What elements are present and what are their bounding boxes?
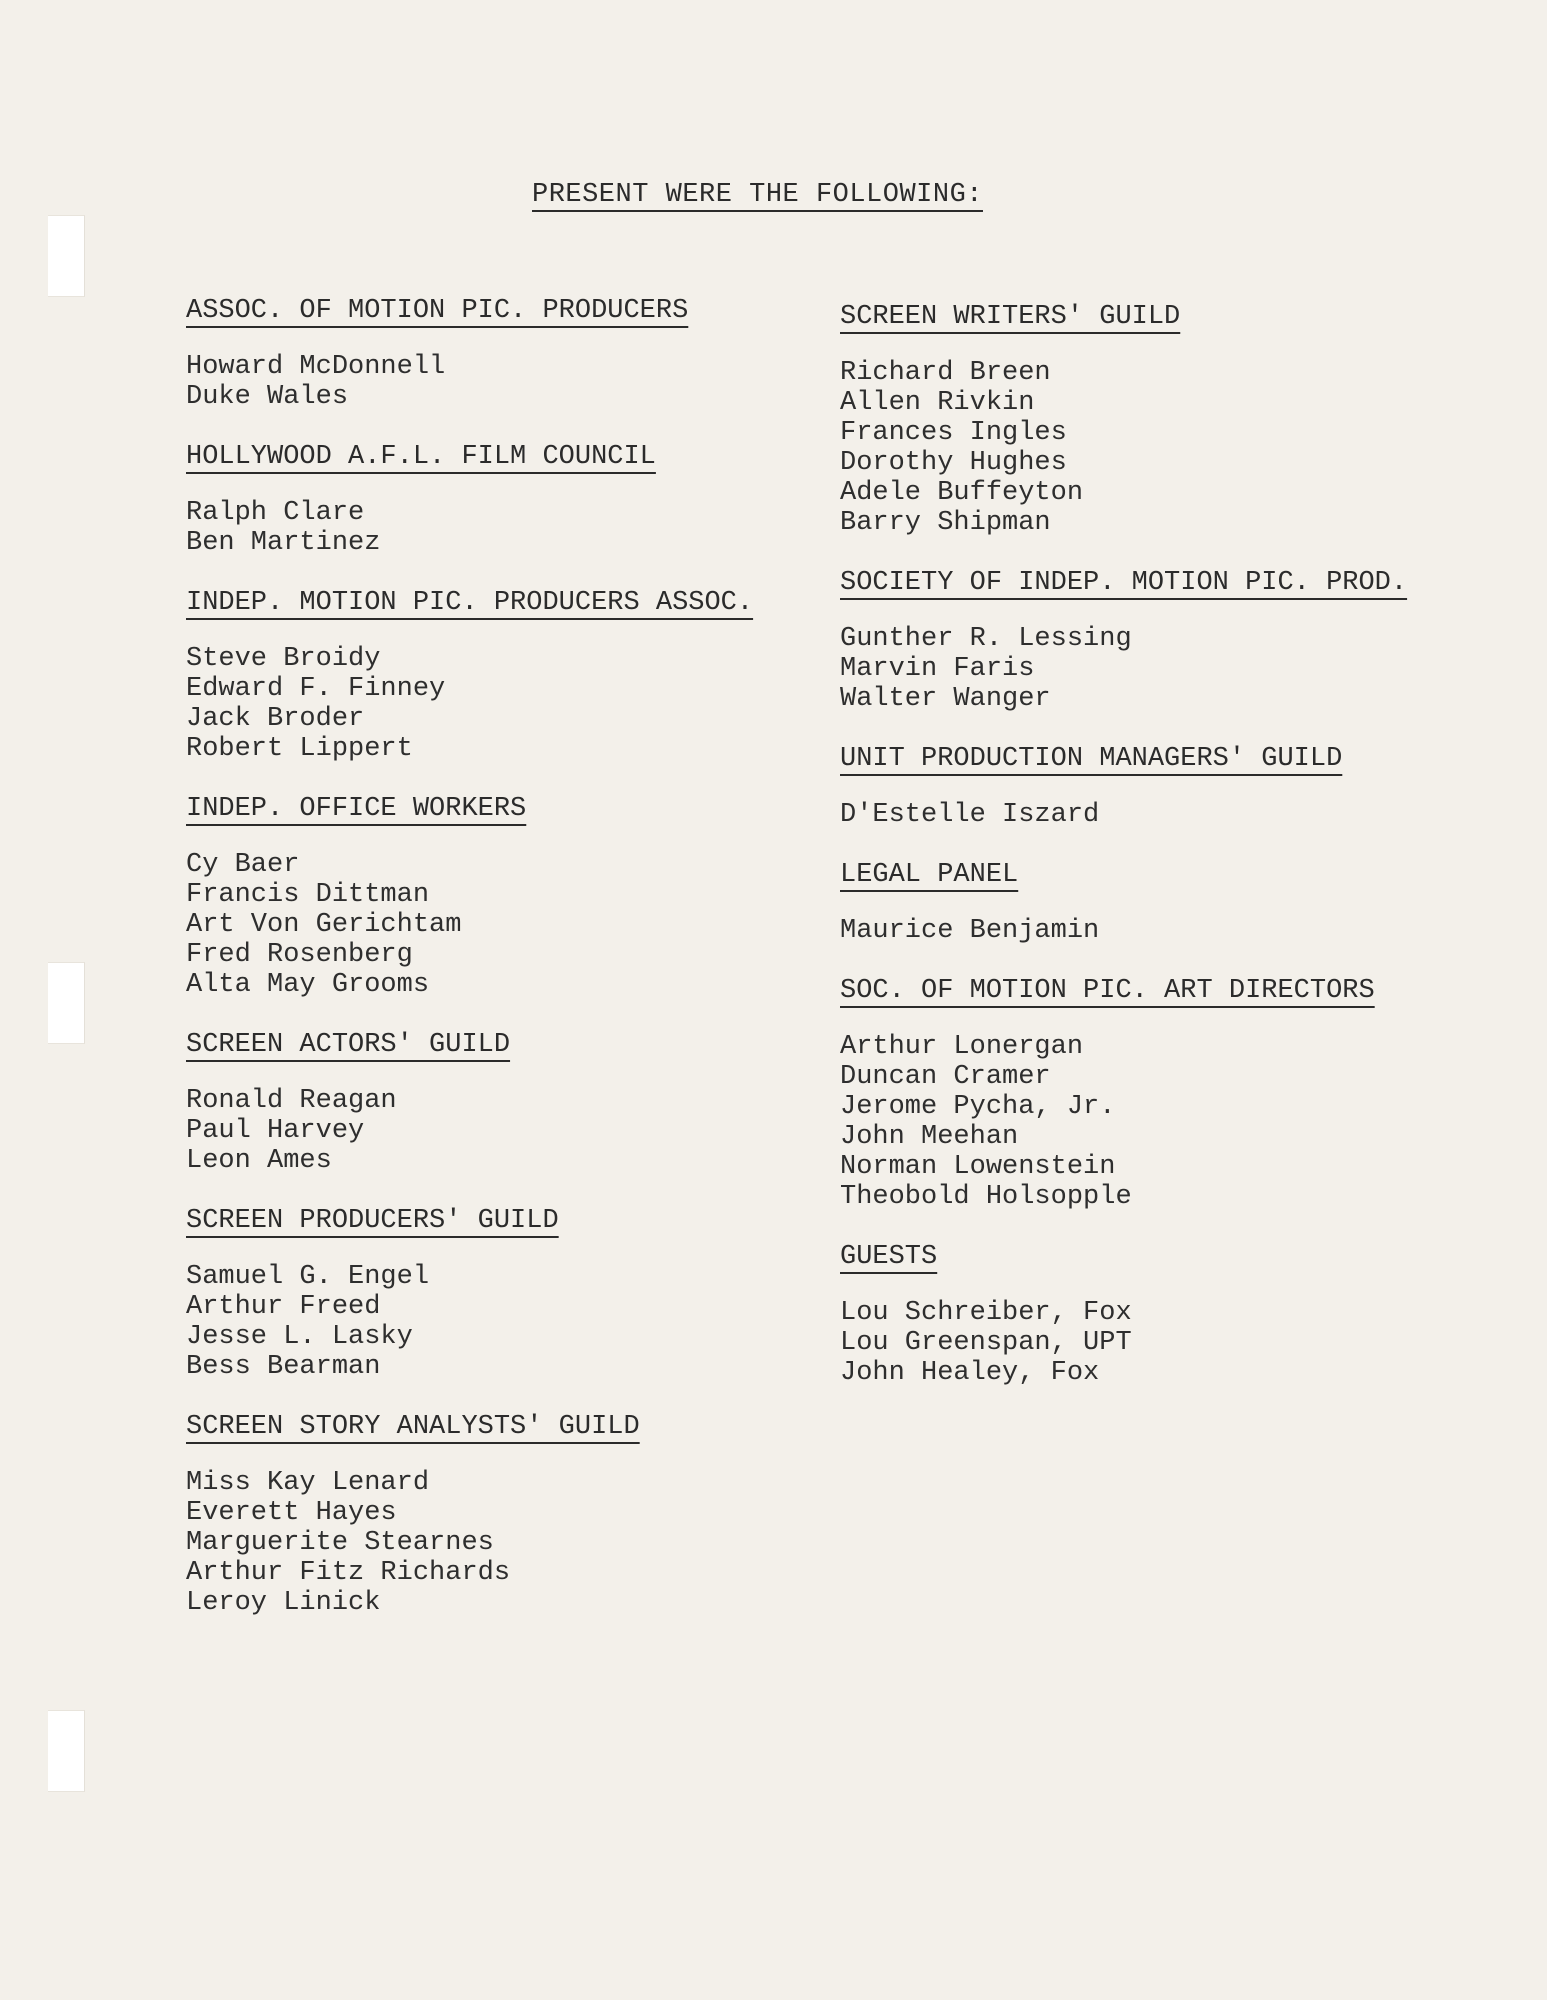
attendee-name: Norman Lowenstein [840,1152,1116,1182]
attendee-name: Ronald Reagan [186,1086,397,1116]
attendee-name: John Healey, Fox [840,1358,1100,1388]
organization-section [186,588,826,764]
attendee-name: Miss Kay Lenard [186,1468,430,1498]
attendee-list [840,358,1500,538]
attendee-name: Ben Martinez [186,528,381,558]
organization-section [840,976,1500,1212]
organization-heading: GUESTS [840,1242,938,1272]
attendee-name: D'Estelle Iszard [840,800,1100,830]
organization-section [186,794,826,1000]
organization-heading: UNIT PRODUCTION MANAGERS' GUILD [840,744,1343,774]
attendee-name: Marvin Faris [840,654,1035,684]
attendee-list [840,1032,1500,1212]
attendee-list [840,916,1500,946]
attendee-name: Fred Rosenberg [186,940,413,970]
attendee-list [186,1086,826,1176]
attendee-name: Robert Lippert [186,734,413,764]
organization-heading: SCREEN PRODUCERS' GUILD [186,1206,559,1236]
attendee-name: Gunther R. Lessing [840,624,1132,654]
attendee-name: Theobold Holsopple [840,1182,1132,1212]
attendee-list [186,1262,826,1382]
organization-heading: SCREEN STORY ANALYSTS' GUILD [186,1412,640,1442]
attendee-name: Arthur Freed [186,1292,381,1322]
attendee-name: Art Von Gerichtam [186,910,462,940]
organization-heading: ASSOC. OF MOTION PIC. PRODUCERS [186,296,689,326]
attendee-name: Jesse L. Lasky [186,1322,413,1352]
attendee-name: Everett Hayes [186,1498,397,1528]
left-column [186,296,826,1648]
attendee-name: Dorothy Hughes [840,448,1067,478]
attendee-name: Duncan Cramer [840,1062,1051,1092]
attendee-name: Marguerite Stearnes [186,1528,494,1558]
attendee-name: Bess Bearman [186,1352,381,1382]
organization-section [186,296,826,412]
page-title: PRESENT WERE THE FOLLOWING: [532,180,983,210]
attendee-list [840,1298,1500,1388]
organization-heading: HOLLYWOOD A.F.L. FILM COUNCIL [186,442,656,472]
attendee-name: Leroy Linick [186,1588,381,1618]
organization-section [186,442,826,558]
attendee-name: Jack Broder [186,704,365,734]
organization-section [186,1206,826,1382]
attendee-name: Allen Rivkin [840,388,1035,418]
attendee-name: Walter Wanger [840,684,1051,714]
organization-section [840,1242,1500,1388]
attendee-list [186,498,826,558]
organization-heading: SOCIETY OF INDEP. MOTION PIC. PROD. [840,568,1408,598]
organization-heading: INDEP. OFFICE WORKERS [186,794,527,824]
attendee-name: Jerome Pycha, Jr. [840,1092,1116,1122]
attendee-list [186,644,826,764]
attendee-name: Lou Schreiber, Fox [840,1298,1132,1328]
attendee-name: Edward F. Finney [186,674,446,704]
attendee-list [186,850,826,1000]
punch-hole-bottom [48,1710,85,1792]
attendee-name: Howard McDonnell [186,352,446,382]
organization-heading: LEGAL PANEL [840,860,1019,890]
attendee-list [840,800,1500,830]
attendee-name: Samuel G. Engel [186,1262,430,1292]
attendee-name: John Meehan [840,1122,1019,1152]
attendee-name: Richard Breen [840,358,1051,388]
organization-section [840,302,1500,538]
attendee-name: Francis Dittman [186,880,430,910]
attendee-list [186,1468,826,1618]
organization-heading: INDEP. MOTION PIC. PRODUCERS ASSOC. [186,588,754,618]
attendee-name: Adele Buffeyton [840,478,1084,508]
attendee-name: Arthur Lonergan [840,1032,1084,1062]
organization-section [840,744,1500,830]
organization-heading: SCREEN WRITERS' GUILD [840,302,1181,332]
attendee-name: Ralph Clare [186,498,365,528]
punch-hole-top [48,215,85,297]
attendee-name: Lou Greenspan, UPT [840,1328,1132,1358]
attendee-name: Maurice Benjamin [840,916,1100,946]
organization-heading: SCREEN ACTORS' GUILD [186,1030,511,1060]
right-column [840,296,1500,1418]
organization-section [840,568,1500,714]
attendee-list [840,624,1500,714]
organization-section [840,860,1500,946]
organization-section [186,1030,826,1176]
attendee-name: Alta May Grooms [186,970,430,1000]
attendee-list [186,352,826,412]
attendee-name: Arthur Fitz Richards [186,1558,511,1588]
attendee-name: Paul Harvey [186,1116,365,1146]
punch-hole-middle [48,962,85,1044]
attendee-name: Leon Ames [186,1146,332,1176]
attendee-name: Frances Ingles [840,418,1067,448]
attendee-name: Duke Wales [186,382,349,412]
attendee-name: Cy Baer [186,850,300,880]
attendee-name: Steve Broidy [186,644,381,674]
organization-section [186,1412,826,1618]
attendee-name: Barry Shipman [840,508,1051,538]
organization-heading: SOC. OF MOTION PIC. ART DIRECTORS [840,976,1375,1006]
